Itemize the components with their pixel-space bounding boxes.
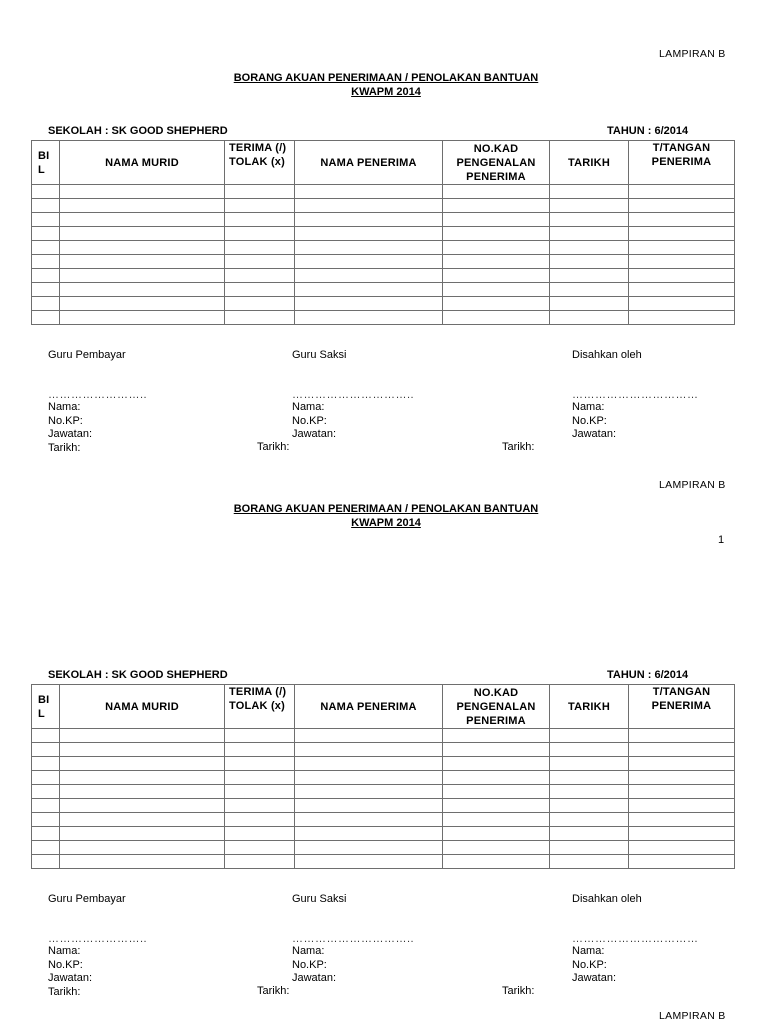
table-cell <box>225 255 295 269</box>
table-cell <box>443 827 550 841</box>
nokp-label: No.KP: <box>572 414 607 427</box>
table-cell <box>443 855 550 869</box>
table-cell <box>443 227 550 241</box>
pembayar-details <box>48 945 92 999</box>
nama-label: Nama: <box>48 401 81 413</box>
table-cell <box>60 227 225 241</box>
table-cell <box>32 213 60 227</box>
table-cell <box>550 827 629 841</box>
table-cell <box>32 785 60 799</box>
header-nama-murid: NAMA MURID <box>60 141 225 185</box>
table-cell <box>225 199 295 213</box>
table-cell <box>443 841 550 855</box>
table-cell <box>443 799 550 813</box>
header-no-kad: NO.KAD PENGENALAN PENERIMA <box>443 685 550 729</box>
guru-pembayar-label: Guru Pembayar <box>48 349 126 361</box>
table-cell <box>225 283 295 297</box>
table-cell <box>32 283 60 297</box>
table-cell <box>32 771 60 785</box>
header-bil: BI L <box>32 685 60 729</box>
table-cell <box>60 269 225 283</box>
table-cell <box>60 757 225 771</box>
table-row <box>32 241 735 255</box>
table-cell <box>225 269 295 283</box>
header-bil: BI L <box>32 141 60 185</box>
table-cell <box>225 227 295 241</box>
table-cell <box>443 185 550 199</box>
lampiran-label: LAMPIRAN B <box>659 1010 726 1022</box>
table-cell <box>295 841 443 855</box>
table-cell <box>629 269 735 283</box>
table-cell <box>225 799 295 813</box>
table-cell <box>295 729 443 743</box>
table-cell <box>60 841 225 855</box>
nama-label: Nama: <box>48 945 81 957</box>
table-cell <box>32 311 60 325</box>
table-cell <box>443 283 550 297</box>
table-cell <box>629 729 735 743</box>
table-cell <box>32 199 60 213</box>
table-cell <box>629 757 735 771</box>
table-row <box>32 199 735 213</box>
recipient-table <box>31 140 735 325</box>
table-cell <box>295 283 443 297</box>
table-cell <box>60 855 225 869</box>
pembayar-details <box>48 401 92 455</box>
tarikh-label: Tarikh: <box>502 441 535 453</box>
nokp-label: No.KP: <box>292 414 327 427</box>
table-cell <box>550 213 629 227</box>
table-cell <box>550 199 629 213</box>
table-header-row <box>32 685 735 729</box>
table-cell <box>225 743 295 757</box>
table-cell <box>550 771 629 785</box>
table-cell <box>32 855 60 869</box>
nama-label: Nama: <box>572 945 605 957</box>
table-cell <box>295 813 443 827</box>
table-row <box>32 283 735 297</box>
disahkan-oleh-label: Disahkan oleh <box>572 349 642 361</box>
table-cell <box>32 297 60 311</box>
table-cell <box>32 827 60 841</box>
school-label: SEKOLAH : SK GOOD SHEPHERD <box>48 125 228 137</box>
table-cell <box>443 813 550 827</box>
table-cell <box>629 743 735 757</box>
table-cell <box>629 213 735 227</box>
form-subtitle: KWAPM 2014 <box>351 86 421 98</box>
table-row <box>32 185 735 199</box>
table-cell <box>550 269 629 283</box>
header-nama-penerima: NAMA PENERIMA <box>295 141 443 185</box>
table-cell <box>295 785 443 799</box>
nama-label: Nama: <box>572 401 605 413</box>
page-number: 1 <box>718 534 725 546</box>
table-cell <box>550 799 629 813</box>
nokp-label: No.KP: <box>48 414 83 427</box>
table-cell <box>60 199 225 213</box>
table-cell <box>550 255 629 269</box>
year-label: TAHUN : 6/2014 <box>607 669 689 681</box>
table-cell <box>295 771 443 785</box>
saksi-details <box>292 945 336 986</box>
table-cell <box>225 771 295 785</box>
table-cell <box>443 241 550 255</box>
table-cell <box>225 841 295 855</box>
table-cell <box>225 185 295 199</box>
table-cell <box>60 297 225 311</box>
nama-label: Nama: <box>292 945 325 957</box>
table-cell <box>60 213 225 227</box>
table-cell <box>32 799 60 813</box>
table-row <box>32 255 735 269</box>
table-cell <box>550 185 629 199</box>
table-cell <box>443 269 550 283</box>
table-cell <box>629 283 735 297</box>
table-cell <box>32 185 60 199</box>
table-cell <box>295 311 443 325</box>
table-cell <box>550 297 629 311</box>
table-cell <box>629 841 735 855</box>
table-cell <box>60 785 225 799</box>
table-cell <box>550 729 629 743</box>
table-row <box>32 269 735 283</box>
table-row <box>32 213 735 227</box>
year-label: TAHUN : 6/2014 <box>607 125 689 137</box>
jawatan-label: Jawatan: <box>292 972 337 984</box>
table-cell <box>550 227 629 241</box>
tarikh-label: Tarikh: <box>257 985 290 997</box>
disahkan-oleh-label: Disahkan oleh <box>572 893 642 905</box>
table-cell <box>443 199 550 213</box>
form-subtitle: KWAPM 2014 <box>351 517 421 529</box>
table-cell <box>225 213 295 227</box>
table-cell <box>295 827 443 841</box>
table-cell <box>60 283 225 297</box>
table-cell <box>295 799 443 813</box>
signature-line: ………………………….. <box>292 933 415 945</box>
table-cell <box>550 743 629 757</box>
table-cell <box>550 757 629 771</box>
table-cell <box>32 241 60 255</box>
table-cell <box>295 255 443 269</box>
table-row <box>32 813 735 827</box>
tarikh-label: Tarikh: <box>48 985 81 998</box>
form-title: BORANG AKUAN PENERIMAAN / PENOLAKAN BANTUAN <box>233 503 539 515</box>
table-cell <box>295 297 443 311</box>
table-cell <box>32 813 60 827</box>
table-cell <box>225 311 295 325</box>
table-cell <box>629 311 735 325</box>
header-tarikh: TARIKH <box>550 685 629 729</box>
disahkan-details <box>572 945 616 986</box>
table-cell <box>629 227 735 241</box>
table-row <box>32 785 735 799</box>
table-cell <box>225 297 295 311</box>
table-cell <box>60 729 225 743</box>
saksi-details <box>292 401 336 442</box>
header-terima-tolak: TERIMA (/) TOLAK (x) <box>225 685 295 729</box>
table-cell <box>295 227 443 241</box>
table-cell <box>225 813 295 827</box>
table-cell <box>443 743 550 757</box>
header-tandatangan: T/TANGAN PENERIMA <box>629 685 735 729</box>
table-cell <box>629 255 735 269</box>
disahkan-details <box>572 401 616 442</box>
lampiran-label: LAMPIRAN B <box>659 48 726 60</box>
table-cell <box>550 813 629 827</box>
table-cell <box>629 827 735 841</box>
table-cell <box>295 241 443 255</box>
table-cell <box>629 241 735 255</box>
table-header-row <box>32 141 735 185</box>
table-row <box>32 729 735 743</box>
nokp-label: No.KP: <box>572 958 607 971</box>
tarikh-label: Tarikh: <box>48 441 81 454</box>
table-cell <box>629 199 735 213</box>
nokp-label: No.KP: <box>292 958 327 971</box>
tarikh-label: Tarikh: <box>502 985 535 997</box>
table-cell <box>443 213 550 227</box>
jawatan-label: Jawatan: <box>48 428 93 440</box>
table-cell <box>60 813 225 827</box>
guru-saksi-label: Guru Saksi <box>292 349 347 361</box>
table-row <box>32 827 735 841</box>
signature-line: …………………….. <box>48 933 148 945</box>
table-cell <box>225 241 295 255</box>
table-cell <box>443 297 550 311</box>
table-cell <box>443 771 550 785</box>
table-cell <box>629 855 735 869</box>
signature-line: …………………………… <box>572 933 699 945</box>
jawatan-label: Jawatan: <box>572 428 617 440</box>
form-title: BORANG AKUAN PENERIMAAN / PENOLAKAN BANTUAN <box>233 72 539 84</box>
table-cell <box>32 227 60 241</box>
jawatan-label: Jawatan: <box>48 972 93 984</box>
header-nama-murid: NAMA MURID <box>60 685 225 729</box>
table-cell <box>443 311 550 325</box>
table-cell <box>550 841 629 855</box>
header-tandatangan: T/TANGAN PENERIMA <box>629 141 735 185</box>
table-cell <box>550 855 629 869</box>
table-cell <box>32 729 60 743</box>
table-cell <box>629 185 735 199</box>
table-cell <box>629 799 735 813</box>
table-cell <box>225 827 295 841</box>
table-cell <box>629 297 735 311</box>
signature-line: ………………………….. <box>292 389 415 401</box>
signature-line: …………………………… <box>572 389 699 401</box>
table-cell <box>225 785 295 799</box>
table-cell <box>60 743 225 757</box>
table-cell <box>295 757 443 771</box>
table-cell <box>443 757 550 771</box>
table-cell <box>295 743 443 757</box>
guru-pembayar-label: Guru Pembayar <box>48 893 126 905</box>
header-terima-tolak: TERIMA (/) TOLAK (x) <box>225 141 295 185</box>
table-row <box>32 743 735 757</box>
table-cell <box>32 841 60 855</box>
table-cell <box>32 269 60 283</box>
table-cell <box>629 813 735 827</box>
table-cell <box>443 729 550 743</box>
table-cell <box>60 241 225 255</box>
table-cell <box>295 213 443 227</box>
lampiran-label: LAMPIRAN B <box>659 479 726 491</box>
table-cell <box>225 757 295 771</box>
table-cell <box>295 185 443 199</box>
table-cell <box>225 855 295 869</box>
table-row <box>32 311 735 325</box>
header-no-kad: NO.KAD PENGENALAN PENERIMA <box>443 141 550 185</box>
table-cell <box>32 743 60 757</box>
table-row <box>32 841 735 855</box>
table-row <box>32 227 735 241</box>
table-cell <box>60 771 225 785</box>
table-cell <box>443 255 550 269</box>
header-nama-penerima: NAMA PENERIMA <box>295 685 443 729</box>
table-cell <box>60 311 225 325</box>
signature-line: …………………….. <box>48 389 148 401</box>
guru-saksi-label: Guru Saksi <box>292 893 347 905</box>
table-row <box>32 297 735 311</box>
table-cell <box>443 785 550 799</box>
table-row <box>32 855 735 869</box>
table-cell <box>60 185 225 199</box>
table-cell <box>550 283 629 297</box>
tarikh-label: Tarikh: <box>257 441 290 453</box>
table-row <box>32 799 735 813</box>
nama-label: Nama: <box>292 401 325 413</box>
table-cell <box>32 255 60 269</box>
table-cell <box>60 799 225 813</box>
table-cell <box>550 311 629 325</box>
nokp-label: No.KP: <box>48 958 83 971</box>
table-cell <box>32 757 60 771</box>
header-tarikh: TARIKH <box>550 141 629 185</box>
recipient-table <box>31 684 735 869</box>
jawatan-label: Jawatan: <box>292 428 337 440</box>
table-cell <box>295 199 443 213</box>
table-cell <box>295 269 443 283</box>
jawatan-label: Jawatan: <box>572 972 617 984</box>
table-cell <box>225 729 295 743</box>
table-cell <box>550 785 629 799</box>
table-cell <box>550 241 629 255</box>
table-cell <box>60 827 225 841</box>
table-cell <box>60 255 225 269</box>
table-row <box>32 771 735 785</box>
table-cell <box>629 785 735 799</box>
school-label: SEKOLAH : SK GOOD SHEPHERD <box>48 669 228 681</box>
table-cell <box>629 771 735 785</box>
table-cell <box>295 855 443 869</box>
table-row <box>32 757 735 771</box>
